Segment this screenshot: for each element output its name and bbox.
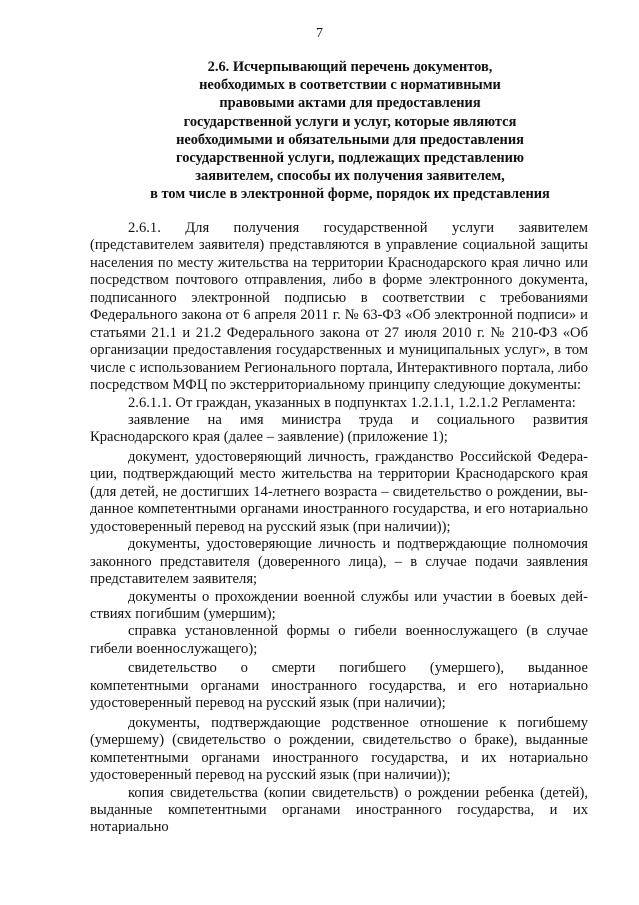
- heading-line: правовыми актами для предоставления: [219, 95, 481, 112]
- heading-line: необходимыми и обязательными для предоставления: [176, 131, 524, 148]
- list-item-birth-certificate: копия свидетельства (копии свидетельств) о рождении ребенка (детей), выданные компетентными органами иностранного государства, и их нотариально: [90, 784, 588, 836]
- document-body: [90, 220, 588, 837]
- list-item-death-certificate: свидетельство о смерти погибшего (умершего), выданное компетентными органами иностранного государства, и его нотариально удостоверенный перевод на русский язык (при наличии);: [90, 660, 588, 712]
- page-number: 7: [316, 26, 323, 41]
- list-item-military-service-documents: документы о прохождении военной службы или участии в боевых действиях погибшим (умершим);: [90, 588, 588, 622]
- heading-line: необходимых в соответствии с нормативными: [199, 77, 501, 94]
- heading-line: государственной услуги, подлежащих представлению: [176, 150, 524, 167]
- list-item-kinship-documents: документы, подтверждающие родственное отношение к погибшему (умершему) (свидетельство о рождении, свидетельство о браке), выданные компетентными органами иностранного государства, и их нотариально удостоверенный перевод на русский язык (при наличии));: [90, 714, 588, 784]
- heading-line: государственной услуги и услуг, которые являются: [183, 113, 517, 130]
- paragraph-2-6-1-1: 2.6.1.1. От граждан, указанных в подпунктах 1.2.1.1, 1.2.1.2 Регламента:: [128, 394, 576, 411]
- heading-line: заявителем, способы их получения заявителем,: [195, 168, 505, 185]
- heading-line: 2.6. Исчерпывающий перечень документов,: [207, 59, 493, 75]
- list-item-identity-document: документ, удостоверяющий личность, гражданство Российской Федерации, подтверждающий место жительства на территории Краснодарского края (для детей, не достигших 14-летнего возраста – свидетельство о рождении, выданное компетентными органами иностранного государства, и его нотариально удостоверенный перевод на русский язык (при наличии));: [90, 448, 588, 535]
- section-heading: [120, 58, 580, 204]
- list-item-representative-documents: документы, удостоверяющие личность и подтверждающие полномочия законного представителя (доверенного лица), – в случае подачи заявления представителем заявителя;: [90, 536, 588, 588]
- list-item-death-certificate-serviceman: справка установленной формы о гибели военнослужащего (в случае гибели военнослужащего);: [90, 623, 588, 657]
- paragraph-2-6-1: 2.6.1. Для получения государственной услуги заявителем (представителем заявителя) представляются в управление социальной защиты населения по месту жительства на территории Краснодарского края лично или посредством почтового отправления, либо в форме электронного документа, подписанного электронной подписью в соответствии с требованиями Федерального закона от 6 апреля 2011 г. № 63-ФЗ «Об электронной подписи» и статьями 21.1 и 21.2 Федерального закона от 27 июля 2010 г. № 210-ФЗ «Об организации предоставления государственных и муниципальных услуг», в том числе с использованием Регионального портала, Интерактивного портала, либо посредством МФЦ по экстерриториальному принципу следующие документы:: [90, 220, 588, 394]
- list-item-application: заявление на имя министра труда и социального развития Краснодарского края (далее – заявление) (приложение 1);: [90, 411, 588, 446]
- heading-line: в том числе в электронной форме, порядок их представления: [150, 186, 550, 203]
